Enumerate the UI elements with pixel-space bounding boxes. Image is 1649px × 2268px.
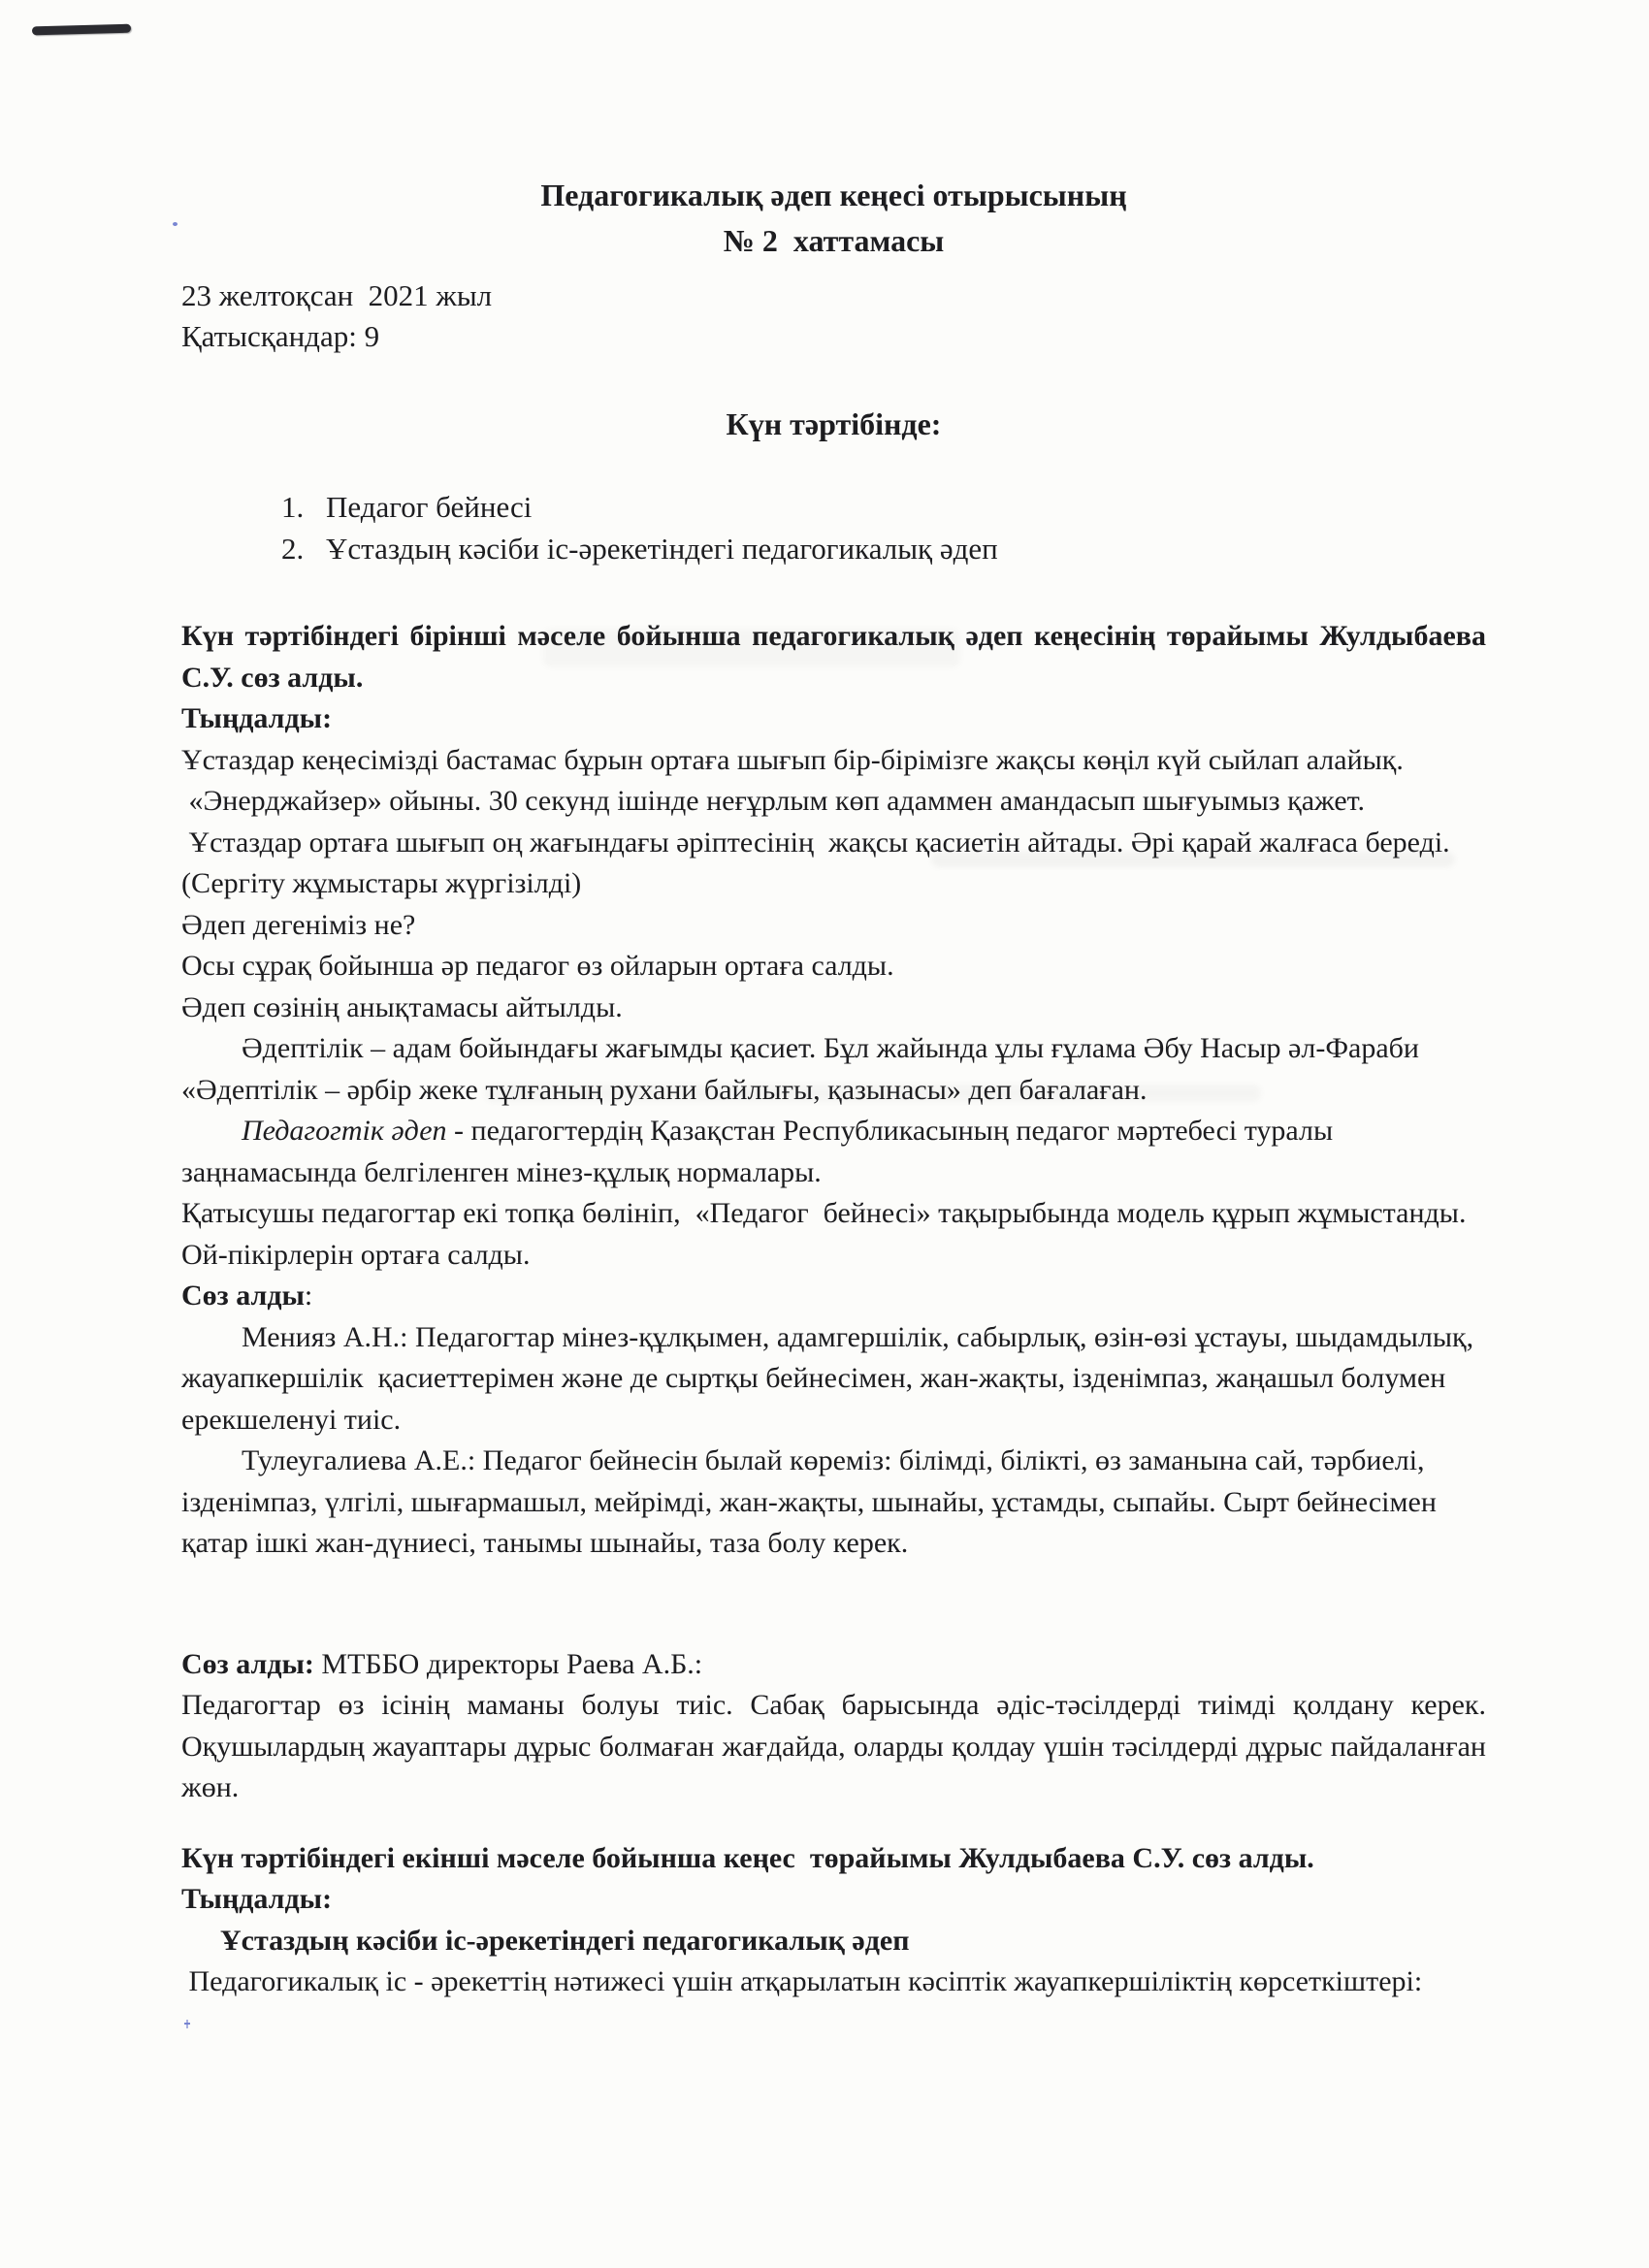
paragraph <box>181 905 1486 947</box>
blue-dot-artifact <box>173 222 178 226</box>
text-run: Ұстаздар кеңесімізді бастамас бұрын ортаға шығып бір-бірімізге жақсы көңіл күй сыйлап алайық. <box>181 743 1404 776</box>
agenda-list <box>181 486 1486 569</box>
paragraph <box>181 1838 1486 1880</box>
date-line: 23 желтоқсан 2021 жыл <box>181 278 493 312</box>
text-run: Сөз алды <box>181 1280 305 1312</box>
text-run: Әдеп сөзінің анықтамасы айтылды. <box>181 990 623 1023</box>
paragraph <box>181 1441 1486 1565</box>
paragraph <box>181 1921 1486 1962</box>
agenda-item-number: 2. <box>281 532 305 566</box>
paragraph <box>181 823 1486 905</box>
text-run: Тыңдалды: <box>181 1883 333 1915</box>
text-run: Әдеп дегеніміз не? <box>181 908 416 941</box>
agenda-heading: Күн тәртібінде: <box>726 406 942 441</box>
participants-line: Қатысқандар: 9 <box>181 319 380 353</box>
text-run: Қатысушы педагогтар екі топқа бөлініп, «Педагог бейнесі» тақырыбында модель құрып жұмыстанды. Ой-пікірлерін ортаға салды. <box>181 1197 1473 1271</box>
text-run: Педагогикалық іс - әрекеттің нәтижесі үшін атқарылатын кәсіптік жауапкершіліктің көрсеткіштері: <box>181 1965 1423 1997</box>
text-run: Педагогтар өз ісінің маманы болуы тиіс. Сабақ барысында әдіс-тәсілдерді тиімді қолдану керек. Оқушылардың жауаптары дұрыс болмаған жағдайда, оларды қолдау үшін тәсілдерді дұрыс пайдаланған жөн. <box>181 1689 1494 1803</box>
text-run: Менияз А.Н.: Педагогтар мінез-құлқымен, адамгершілік, сабырлық, өзін-өзі ұстауы, шыдамдылық, жауапкершілік қасиеттерімен және де сыртқы бейнесімен, жан-жақты, ізденімпаз, жаңашыл болумен ерекшеленуі тиіс. <box>181 1320 1481 1436</box>
paragraph <box>181 1028 1486 1111</box>
text-run: : <box>304 1280 313 1312</box>
paragraph <box>181 616 1494 698</box>
text-run: Сөз алды: <box>181 1647 314 1680</box>
text-run: Тулеугалиева А.Е.: Педагог бейнесін былай көреміз: білімді, білікті, өз заманына сай, тәрбиелі, ізденімпаз, үлгілі, шығармашыл, мейрімді, жан-жақты, шынайы, ұстамды, сыпайы. Сырт бейнесімен қатар ішкі жан-дүниесі, танымы шынайы, таза болу керек. <box>181 1444 1444 1559</box>
document-subtitle: № 2 хаттамасы <box>723 223 945 258</box>
text-run: Осы сұрақ бойынша әр педагог өз ойларын ортаға салды. <box>181 950 894 982</box>
paragraph <box>181 740 1486 782</box>
agenda-item-number: 1. <box>281 490 305 524</box>
text-run: Күн тәртібіндегі екінші мәселе бойынша кеңес төрайымы Жулдыбаева С.У. сөз алды. <box>181 1841 1314 1874</box>
paragraph <box>181 1193 1486 1276</box>
paragraph <box>181 946 1486 988</box>
document-title: Педагогикалық әдеп кеңесі отырысының <box>540 178 1127 212</box>
paragraph <box>181 1111 1486 1193</box>
paragraph <box>181 1276 1486 1317</box>
paragraph <box>181 1879 1486 1921</box>
text-run: «Энерджайзер» ойыны. 30 секунд ішінде неғұрлым көп адаммен амандасып шығуымыз қажет. <box>181 785 1366 817</box>
agenda-item-label: Ұстаздың кәсіби іс-әрекетіндегі педагогикалық әдеп <box>326 532 998 566</box>
paragraph <box>181 988 1486 1029</box>
text-run: Күн тәртібіндегі бірінші мәселе бойынша педагогикалық әдеп кеңесінің төрайымы Жулдыбаева С.У. сөз алды. <box>181 620 1494 694</box>
text-run: - педагогтердің Қазақстан Республикасының педагог мәртебесі туралы заңнамасында белгіленген мінез-құлық нормалары. <box>181 1115 1341 1188</box>
paragraph <box>181 1317 1486 1442</box>
pen-stroke-artifact <box>32 24 131 36</box>
paragraph <box>181 1644 1486 1686</box>
text-run: Тыңдалды: <box>181 702 333 734</box>
paragraph <box>181 1961 1486 2003</box>
agenda-item <box>281 528 1486 569</box>
paragraph <box>181 781 1486 823</box>
text-run: МТББО директоры Раева А.Б.: <box>313 1647 703 1680</box>
blue-cross-artifact <box>184 2020 190 2028</box>
paragraph <box>181 1685 1494 1809</box>
text-run: Ұстаздың кәсіби іс-әрекетіндегі педагогикалық әдеп <box>220 1924 910 1957</box>
agenda-item-label: Педагог бейнесі <box>326 490 533 524</box>
document-body <box>181 616 1494 2003</box>
text-run: Әдептілік – адам бойындағы жағымды қасиет. Бұл жайында ұлы ғұлама Әбу Насыр әл-Фараби «Әдептілік – әрбір жеке тұлғаның рухани байлығы, қазынасы» деп бағалаған. <box>181 1032 1427 1106</box>
agenda-item <box>281 486 1486 528</box>
text-run: Педагогтік әдеп <box>242 1115 447 1147</box>
paragraph <box>181 698 1486 740</box>
text-run: Ұстаздар ортаға шығып оң жағындағы әріптесінің жақсы қасиетін айтады. Әрі қарай жалғаса береді. (Сергіту жұмыстары жүргізілді) <box>181 826 1458 899</box>
document-content <box>181 173 1494 2003</box>
